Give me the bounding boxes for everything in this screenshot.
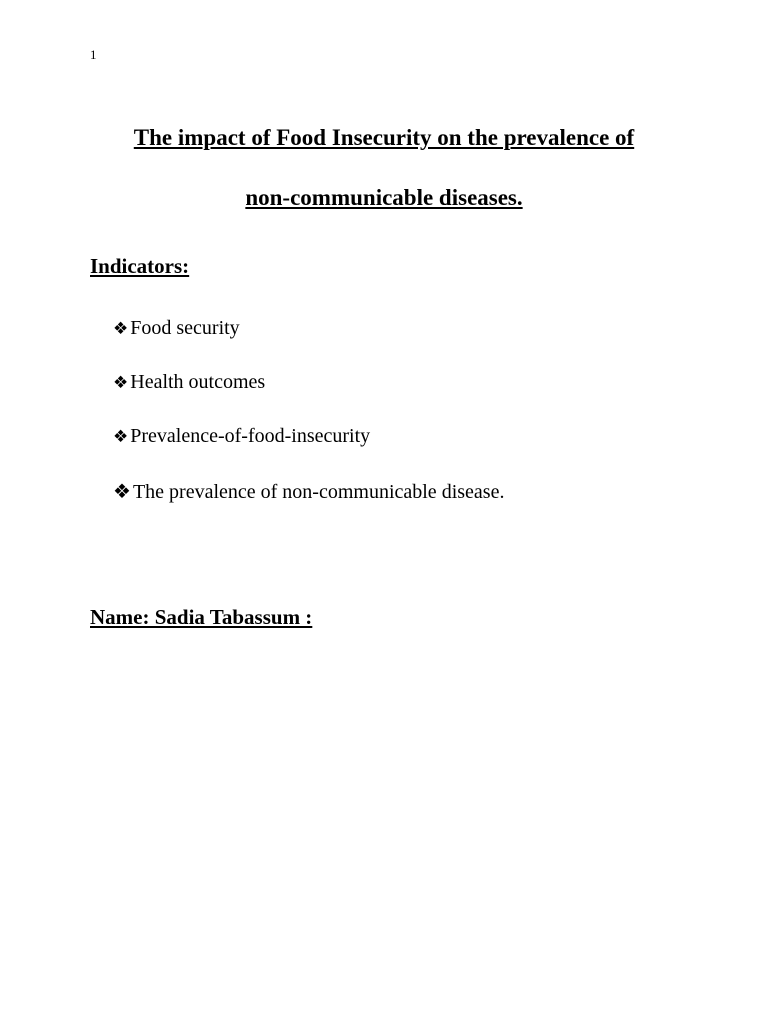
diamond-bullet-icon: ❖ [113,479,131,503]
diamond-bullet-icon: ❖ [113,427,129,447]
page-number: 1 [90,47,97,62]
indicator-item [113,316,240,341]
indicator-label: Health outcomes [130,371,266,393]
indicator-item [113,370,265,395]
indicator-item [113,479,504,504]
document-title-line-2: non-communicable diseases. [245,185,523,210]
indicator-label: Prevalence-of-food-insecurity [130,425,371,447]
diamond-bullet-icon: ❖ [113,373,129,393]
indicator-label: The prevalence of non-communicable disease. [132,481,505,503]
author-name: Name: Sadia Tabassum : [90,605,313,629]
diamond-bullet-icon: ❖ [113,319,129,339]
indicator-item [113,424,370,449]
indicator-label: Food security [130,317,240,339]
document-title-line-1: The impact of Food Insecurity on the prevalence of [133,125,635,150]
indicators-heading: Indicators: [90,254,190,278]
